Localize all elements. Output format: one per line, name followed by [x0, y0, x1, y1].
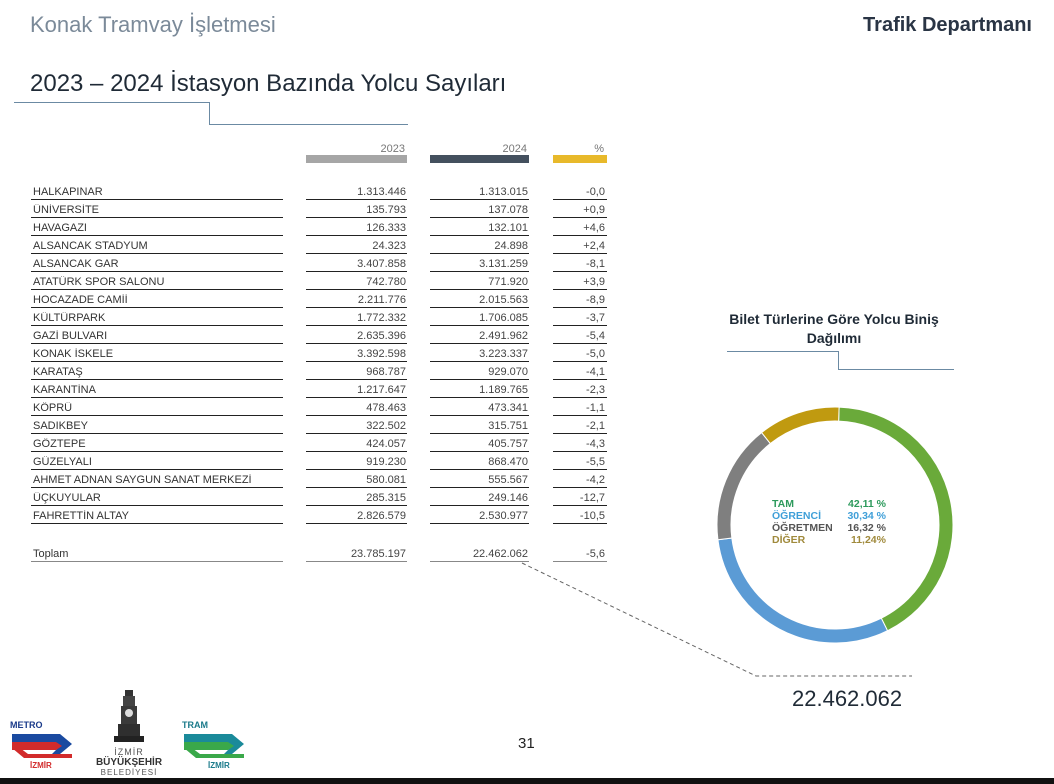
station-name: GÖZTEPE	[33, 438, 86, 450]
value-2023: 285.315	[366, 492, 406, 504]
percent-change: -12,7	[579, 492, 605, 504]
station-name: HALKAPINAR	[33, 186, 103, 198]
value-2024: 137.078	[488, 204, 528, 216]
station-name: Toplam	[33, 548, 69, 560]
station-name: GAZİ BULVARI	[33, 330, 108, 342]
legend-label: DİĞER	[772, 534, 806, 546]
value-2023: 2.635.396	[357, 330, 406, 342]
value-2023: 1.313.446	[357, 186, 406, 198]
value-2024: 405.757	[488, 438, 528, 450]
legend-value: 42,11 %	[848, 498, 886, 510]
legend-label: TAM	[772, 498, 794, 510]
station-name: ALSANCAK GAR	[33, 258, 119, 270]
tram-logo-bottom-text: İZMİR	[208, 761, 230, 770]
chart-title-line-2: Dağılımı	[806, 330, 862, 346]
station-name: HOCAZADE CAMİİ	[33, 294, 128, 306]
value-2024: 3.131.259	[479, 258, 528, 270]
bb-logo-line-1: İZMİR	[114, 747, 144, 757]
page-title: 2023 – 2024 İstasyon Bazında Yolcu Sayıları	[30, 70, 507, 97]
percent-change: -1,1	[586, 402, 605, 414]
value-2023: 968.787	[366, 366, 406, 378]
column-header-2023: 2023	[380, 143, 405, 155]
value-2024: 249.146	[488, 492, 528, 504]
value-2023: 424.057	[366, 438, 406, 450]
station-name: GÜZELYALI	[33, 456, 92, 468]
total-callout-value: 22.462.062	[792, 686, 903, 711]
value-2023: 23.785.197	[350, 548, 406, 560]
legend-value: 16,32 %	[847, 522, 886, 534]
value-2024: 555.567	[488, 474, 528, 486]
value-2024: 315.751	[488, 420, 528, 432]
percent-change: -5,5	[586, 456, 605, 468]
value-2023: 1.772.332	[357, 312, 406, 324]
percent-change: -4,1	[586, 366, 605, 378]
value-2023: 322.502	[366, 420, 406, 432]
station-name: ÜÇKUYULAR	[33, 492, 101, 504]
value-2024: 22.462.062	[472, 548, 528, 560]
value-2023: 919.230	[366, 456, 406, 468]
value-2023: 3.392.598	[357, 348, 406, 360]
header-department-title: Trafik Departmanı	[863, 14, 1032, 36]
chart-title-line-1: Bilet Türlerine Göre Yolcu Biniş	[729, 311, 939, 327]
percent-change: -8,9	[586, 294, 605, 306]
metro-logo-top-text: METRO	[10, 720, 43, 730]
value-2024: 771.920	[488, 276, 528, 288]
value-2023: 742.780	[366, 276, 406, 288]
value-2023: 3.407.858	[357, 258, 406, 270]
percent-change: -0,0	[586, 186, 605, 198]
value-2023: 135.793	[366, 204, 406, 216]
station-name: KÖPRÜ	[33, 402, 73, 414]
station-name: KÜLTÜRPARK	[33, 312, 106, 324]
column-header-2024: 2024	[502, 143, 527, 155]
legend-value: 11,24%	[850, 534, 886, 546]
station-name: AHMET ADNAN SAYGUN SANAT MERKEZİ	[33, 474, 252, 486]
station-name: KARANTİNA	[33, 384, 96, 396]
station-name: ALSANCAK STADYUM	[33, 240, 148, 252]
value-2024: 2.491.962	[479, 330, 528, 342]
value-2024: 24.898	[494, 240, 528, 252]
percent-change: -2,3	[586, 384, 605, 396]
column-header-percent: %	[594, 143, 604, 155]
value-2024: 473.341	[488, 402, 528, 414]
value-2024: 1.189.765	[479, 384, 528, 396]
percent-change: -10,5	[579, 510, 605, 522]
bb-logo-line-3: BELEDİYESİ	[100, 768, 158, 777]
percent-change: -4,2	[586, 474, 605, 486]
percent-change: -3,7	[586, 312, 605, 324]
value-2024: 3.223.337	[479, 348, 528, 360]
legend-label: ÖĞRETMEN	[772, 522, 833, 534]
value-2024: 1.313.015	[479, 186, 528, 198]
percent-change: +4,6	[583, 222, 605, 234]
percent-change: +0,9	[583, 204, 605, 216]
value-2024: 132.101	[488, 222, 528, 234]
station-name: HAVAGAZI	[33, 222, 87, 234]
percent-change: -5,6	[586, 548, 605, 560]
legend-value: 30,34 %	[847, 510, 886, 522]
bottom-border	[0, 778, 1054, 784]
metro-logo-bottom-text: İZMİR	[30, 761, 52, 770]
page-number: 31	[518, 735, 535, 752]
station-name: KONAK İSKELE	[33, 348, 114, 360]
percent-change: -2,1	[586, 420, 605, 432]
tram-izmir-logo	[182, 718, 246, 770]
value-2023: 580.081	[366, 474, 406, 486]
value-2023: 2.826.579	[357, 510, 406, 522]
value-2024: 1.706.085	[479, 312, 528, 324]
value-2023: 478.463	[366, 402, 406, 414]
value-2023: 126.333	[366, 222, 406, 234]
value-2023: 24.323	[372, 240, 406, 252]
value-2024: 2.530.977	[479, 510, 528, 522]
metro-izmir-logo	[10, 718, 74, 770]
percent-change: +2,4	[583, 240, 605, 252]
header-organization-title: Konak Tramvay İşletmesi	[30, 12, 276, 37]
value-2023: 2.211.776	[357, 294, 406, 306]
station-name: FAHRETTİN ALTAY	[33, 510, 129, 522]
percent-change: -5,0	[586, 348, 605, 360]
station-name: SADIKBEY	[33, 420, 89, 432]
value-2024: 868.470	[488, 456, 528, 468]
percent-change: -4,3	[586, 438, 605, 450]
percent-change: +3,9	[583, 276, 605, 288]
tram-logo-top-text: TRAM	[182, 720, 208, 730]
station-name: ATATÜRK SPOR SALONU	[33, 276, 165, 288]
percent-change: -8,1	[586, 258, 605, 270]
station-name: ÜNİVERSİTE	[33, 204, 100, 216]
value-2023: 1.217.647	[357, 384, 406, 396]
legend-label: ÖĞRENCİ	[772, 510, 822, 522]
percent-change: -5,4	[586, 330, 605, 342]
value-2024: 929.070	[488, 366, 528, 378]
value-2024: 2.015.563	[479, 294, 528, 306]
bb-logo-line-2: BÜYÜKŞEHİR	[95, 757, 163, 768]
station-name: KARATAŞ	[33, 366, 83, 378]
